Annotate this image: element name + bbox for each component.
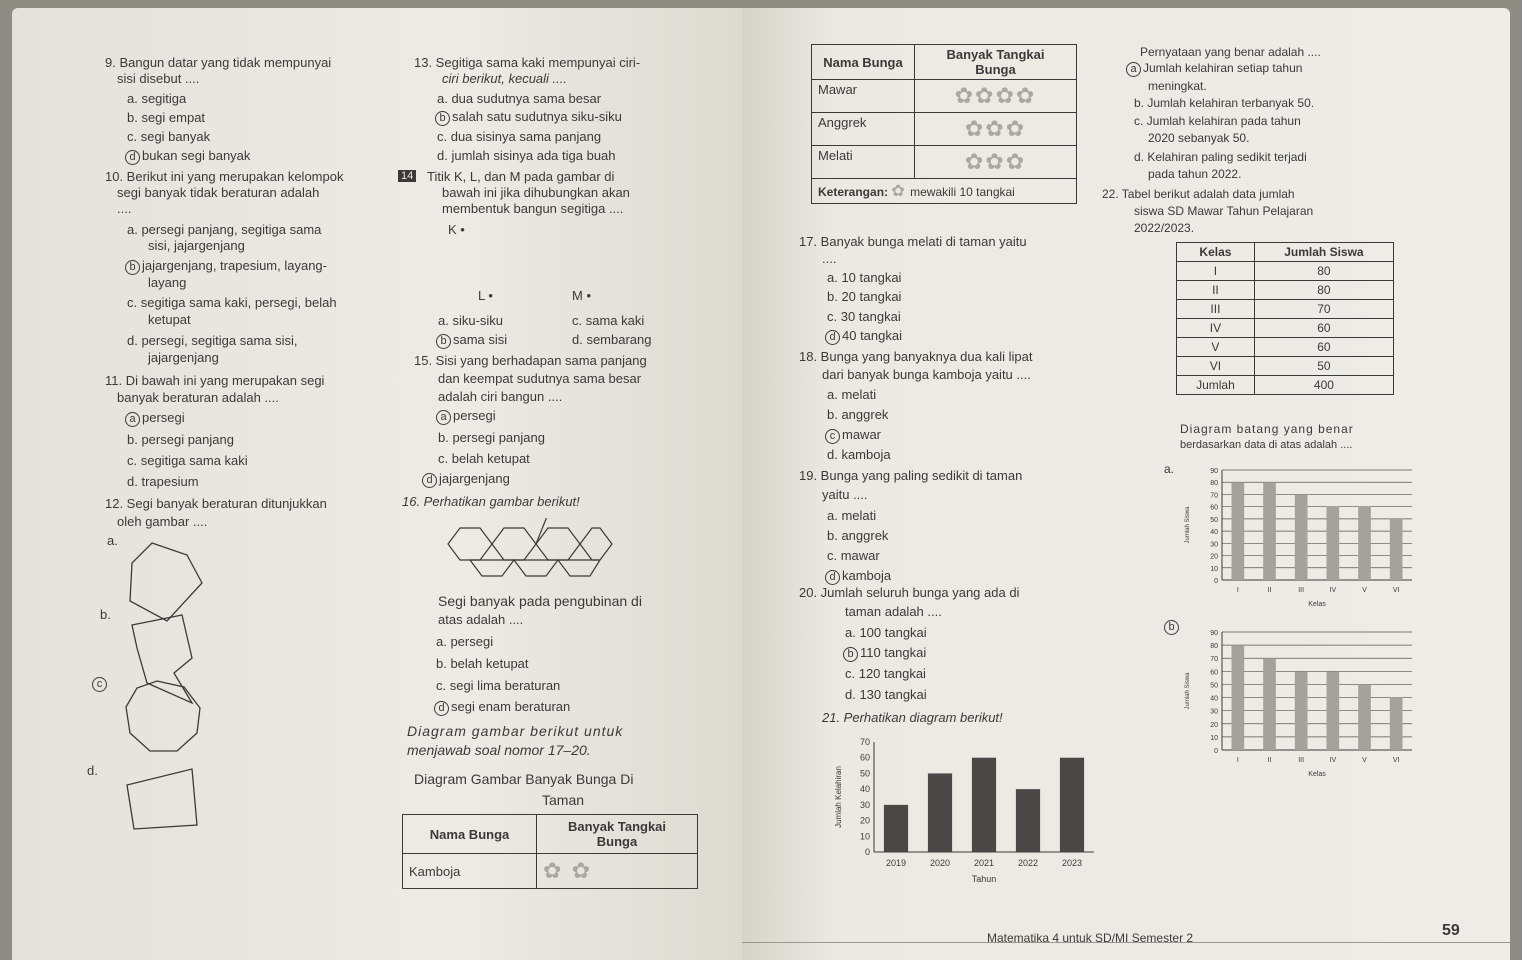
x-tick-label: 2020 <box>929 858 951 868</box>
q13-b-text: salah satu sudutnya siku-siku <box>452 109 622 124</box>
legend-row <box>812 179 1077 204</box>
table-row: Jumlah <box>1177 376 1255 395</box>
point-m: M • <box>572 288 591 303</box>
q15-d <box>422 472 510 488</box>
x-tick-label: I <box>1236 587 1239 594</box>
q11-c: c. segitiga sama kaki <box>127 453 248 468</box>
legend-text: mewakili 10 tangkai <box>910 185 1015 199</box>
q22-opt-b <box>1164 620 1181 635</box>
col-nama-bunga: Nama Bunga <box>403 815 537 854</box>
x-tick-label: 2021 <box>973 858 995 868</box>
pictogram-title2: Taman <box>542 792 585 808</box>
answer-circle: b <box>1164 620 1179 635</box>
q15-a-text: persegi <box>453 408 496 423</box>
pictogram-title: Diagram Gambar Banyak Bunga Di <box>414 771 634 787</box>
bar <box>1263 482 1276 580</box>
q20-d: d. 130 tangkai <box>845 687 927 702</box>
q19-b: b. anggrek <box>827 528 889 543</box>
q10-text: 10. Berikut ini yang merupakan kelompok <box>105 169 344 184</box>
student-table <box>1176 242 1394 395</box>
bar <box>1232 482 1245 580</box>
answer-circle: c <box>92 677 107 692</box>
q12-c <box>92 676 109 692</box>
y-tick-label: 60 <box>1210 504 1218 512</box>
q13-d: d. jumlah sisinya ada tiga buah <box>437 148 616 163</box>
q18-a: a. melati <box>827 387 877 402</box>
table-cell: 50 <box>1254 357 1393 376</box>
y-tick-label: 0 <box>1214 748 1218 755</box>
q14-c: c. sama kaki <box>572 313 645 328</box>
q17-a: a. 10 tangkai <box>827 270 902 285</box>
q18-text2: dari banyak bunga kamboja yaitu .... <box>822 367 1031 382</box>
q11-d: d. trapesium <box>127 474 199 489</box>
stmt-a-text: Jumlah kelahiran setiap tahun <box>1143 61 1303 75</box>
q11-text2: banyak beraturan adalah .... <box>117 390 279 405</box>
polygon-c <box>126 681 200 751</box>
q19-a: a. melati <box>827 508 877 523</box>
answer-circle: c <box>825 429 840 444</box>
x-tick-label: 2019 <box>885 858 907 868</box>
q16-d-text: segi enam beraturan <box>451 699 571 714</box>
pictogram-table-right <box>811 44 1077 204</box>
y-tick-label: 30 <box>1210 541 1218 549</box>
q10-d: d. persegi, segitiga sama sisi, <box>127 333 298 348</box>
row-melati-icons: ✿✿✿ <box>915 146 1077 179</box>
row-mawar-icons: ✿✿✿✿ <box>915 80 1077 113</box>
q16-text-span: 16. Perhatikan gambar berikut! <box>402 494 580 509</box>
q13-text: 13. Segitiga sama kaki mempunyai ciri- <box>414 55 641 70</box>
y-tick-label: 60 <box>1210 669 1218 677</box>
x-tick-label: III <box>1298 587 1305 594</box>
x-axis-title: Tahun <box>971 874 997 884</box>
answer-circle: b <box>435 111 450 126</box>
y-tick-label: 20 <box>1210 721 1218 729</box>
row-kamboja-name: Kamboja <box>403 854 537 889</box>
polygon-figures <box>112 533 222 833</box>
q10-c2: ketupat <box>148 312 191 327</box>
q19-text: 19. Bunga yang paling sedikit di taman <box>799 468 1023 483</box>
q16-c: c. segi lima beraturan <box>436 678 561 693</box>
diagram-intro: Diagram gambar berikut untuk <box>407 723 624 739</box>
q20-text2: taman adalah .... <box>845 604 942 619</box>
legend-label: Keterangan: <box>818 185 889 199</box>
q15-d-text: jajargenjang <box>439 471 510 486</box>
col-banyak-tangkai <box>915 45 1077 80</box>
y-tick-label: 10 <box>1210 565 1218 573</box>
y-tick-label: 70 <box>1210 492 1218 500</box>
y-tick-label: 50 <box>859 768 870 779</box>
table-row: V <box>1177 338 1255 357</box>
x-tick-label: III <box>1298 757 1305 764</box>
table-row: VI <box>1177 357 1255 376</box>
x-tick-label: VI <box>1392 757 1400 764</box>
y-tick-label: 40 <box>859 784 870 795</box>
stmt-text: Pernyataan yang benar adalah .... <box>1140 45 1321 59</box>
q20-b-text: 110 tangkai <box>860 645 927 660</box>
q11-a <box>125 411 185 427</box>
polygon-a <box>130 543 202 621</box>
bar <box>972 758 996 852</box>
q15-a <box>436 409 496 425</box>
table-cell: 70 <box>1254 300 1393 319</box>
q11-text: 11. Di bawah ini yang merupakan segi <box>105 373 325 388</box>
bar <box>884 805 908 852</box>
q19-d <box>825 569 891 585</box>
stmt-a2: meningkat. <box>1148 79 1207 93</box>
y-tick-label: 50 <box>1210 682 1218 690</box>
q14-d: d. sembarang <box>572 332 652 347</box>
y-tick-label: 0 <box>1214 578 1218 585</box>
stmt-d: d. Kelahiran paling sedikit terjadi <box>1134 150 1307 164</box>
table-row: I <box>1177 262 1255 281</box>
y-tick-label: 40 <box>1210 529 1218 537</box>
q22-text2: siswa SD Mawar Tahun Pelajaran <box>1134 204 1314 218</box>
q14-a: a. siku-siku <box>438 313 504 328</box>
x-tick-label: 2022 <box>1017 858 1039 868</box>
q18-text: 18. Bunga yang banyaknya dua kali lipat <box>799 349 1033 364</box>
q16-b: b. belah ketupat <box>436 656 529 671</box>
y-tick-label: 70 <box>859 737 870 747</box>
y-tick-label: 80 <box>1210 643 1218 651</box>
q20-a: a. 100 tangkai <box>845 625 927 640</box>
q18-c-text: mawar <box>842 427 882 442</box>
q16-text <box>402 495 580 509</box>
q9-b: b. segi empat <box>127 110 206 125</box>
q20-text: 20. Jumlah seluruh bunga yang ada di <box>799 585 1020 600</box>
q13-b <box>435 110 622 126</box>
y-tick-label: 0 <box>864 847 870 857</box>
q10-b2: layang <box>148 275 187 290</box>
q13-text2: ciri berikut, kecuali .... <box>442 71 567 86</box>
q9-text2: sisi disebut .... <box>117 71 200 86</box>
y-tick-label: 30 <box>859 799 870 810</box>
student-bar-chart-a <box>1182 460 1432 615</box>
bar <box>928 773 952 852</box>
answer-circle: a <box>1126 62 1141 77</box>
q15-text: 15. Sisi yang berhadapan sama panjang <box>414 353 647 368</box>
stmt-b: b. Jumlah kelahiran terbanyak 50. <box>1134 96 1315 110</box>
student-bar-chart-b <box>1182 620 1432 790</box>
q17-d <box>825 329 902 345</box>
table-cell: 80 <box>1254 262 1393 281</box>
answer-circle: d <box>422 473 437 488</box>
x-tick-label: 2023 <box>1061 858 1083 868</box>
footer-text: Matematika 4 untuk SD/MI Semester 2 <box>987 931 1194 945</box>
q21-text <box>822 711 1003 725</box>
y-tick-label: 40 <box>1210 695 1218 703</box>
q10-a: a. persegi panjang, segitiga sama <box>127 222 322 237</box>
polygon-d <box>127 769 197 829</box>
col-kelas: Kelas <box>1177 243 1255 262</box>
x-axis-title: Kelas <box>1308 771 1326 778</box>
q21-text-span: 21. Perhatikan diagram berikut! <box>822 710 1003 725</box>
x-tick-label: II <box>1267 587 1272 594</box>
bar <box>1060 758 1084 852</box>
bar <box>1232 645 1245 750</box>
q14-text: Titik K, L, dan M pada gambar di <box>427 169 615 184</box>
stmt-c2: 2020 sebanyak 50. <box>1148 131 1250 145</box>
table-cell: 400 <box>1254 376 1393 395</box>
x-axis-title: Kelas <box>1308 601 1326 608</box>
x-tick-label: VI <box>1392 587 1400 594</box>
q9-d-text: bukan segi banyak <box>142 148 251 163</box>
table-row: IV <box>1177 319 1255 338</box>
y-tick-label: 10 <box>1210 734 1218 742</box>
y-tick-label: 20 <box>859 815 870 826</box>
row-anggrek-name: Anggrek <box>812 113 915 146</box>
q9-text: 9. Bangun datar yang tidak mempunyai <box>105 55 332 70</box>
answer-circle: a <box>125 412 140 427</box>
y-tick-label: 70 <box>1210 656 1218 664</box>
answer-circle: b <box>436 334 451 349</box>
row-anggrek-icons: ✿✿✿ <box>915 113 1077 146</box>
right-page <box>742 8 1510 960</box>
q14-b-text: sama sisi <box>453 332 508 347</box>
q18-c <box>825 428 881 444</box>
q18-b: b. anggrek <box>827 407 889 422</box>
q11-b: b. persegi panjang <box>127 432 234 447</box>
q15-b: b. persegi panjang <box>438 430 545 445</box>
bar <box>1390 519 1403 580</box>
q12-a: a. <box>107 533 118 548</box>
q10-c: c. segitiga sama kaki, persegi, belah <box>127 295 337 310</box>
bar <box>1295 671 1308 750</box>
birth-bar-chart <box>832 730 1112 900</box>
bar <box>1358 684 1371 750</box>
q15-text2: dan keempat sudutnya sama besar <box>438 371 642 386</box>
q22-after2: berdasarkan data di atas adalah .... <box>1180 439 1353 451</box>
answer-circle: b <box>843 647 858 662</box>
q20-b <box>843 646 926 662</box>
diagram-intro2: menjawab soal nomor 17–20. <box>407 742 591 758</box>
row-kamboja-icons: ✿ ✿ <box>537 854 698 889</box>
col-banyak-tangkai-text2: Bunga <box>975 62 1016 77</box>
pictogram-table-left <box>402 814 698 889</box>
y-tick-label: 90 <box>1210 630 1218 637</box>
q15-text3: adalah ciri bangun .... <box>438 389 563 404</box>
q15-c: c. belah ketupat <box>438 451 530 466</box>
q14-number: 14 <box>398 170 416 182</box>
bar <box>1295 494 1308 580</box>
q16-caption2: atas adalah .... <box>438 612 524 627</box>
q14-text2: bawah ini jika dihubungkan akan <box>442 185 630 200</box>
stmt-c: c. Jumlah kelahiran pada tahun <box>1134 114 1301 128</box>
hexagon-tiling <box>440 518 620 593</box>
q16-d <box>434 700 570 716</box>
answer-circle: b <box>125 260 140 275</box>
table-row: II <box>1177 281 1255 300</box>
q17-text2: .... <box>822 251 837 266</box>
q9-a: a. segitiga <box>127 91 187 106</box>
y-tick-label: 10 <box>859 831 870 842</box>
bar <box>1358 507 1371 580</box>
q16-a: a. persegi <box>436 634 494 649</box>
q12-d: d. <box>87 763 98 778</box>
y-tick-label: 20 <box>1210 553 1218 561</box>
answer-circle: d <box>825 570 840 585</box>
row-melati-name: Melati <box>812 146 915 179</box>
q17-b: b. 20 tangkai <box>827 289 902 304</box>
x-tick-label: V <box>1362 587 1367 594</box>
q10-text3: .... <box>117 201 132 216</box>
q10-d2: jajargenjang <box>148 350 219 365</box>
y-tick-label: 90 <box>1210 468 1218 475</box>
q10-a2: sisi, jajargenjang <box>148 238 245 253</box>
q22-text: 22. Tabel berikut adalah data jumlah <box>1102 187 1295 201</box>
bar <box>1390 698 1403 750</box>
bar <box>1327 671 1340 750</box>
table-cell: 60 <box>1254 319 1393 338</box>
y-axis-title: Jumlah Siswa <box>1185 506 1191 544</box>
q19-c: c. mawar <box>827 548 880 563</box>
col-banyak-tangkai <box>537 815 698 854</box>
q20-c: c. 120 tangkai <box>845 666 926 681</box>
q12-text2: oleh gambar .... <box>117 514 208 529</box>
x-tick-label: II <box>1267 757 1272 764</box>
answer-circle: d <box>125 150 140 165</box>
col-banyak-tangkai-text2: Bunga <box>596 834 638 849</box>
col-banyak-tangkai-text: Banyak Tangkai <box>568 819 667 834</box>
q9-c: c. segi banyak <box>127 129 211 144</box>
q19-text2: yaitu .... <box>822 487 868 502</box>
point-l: L • <box>478 288 493 303</box>
y-tick-label: 50 <box>1210 516 1218 524</box>
table-cell: 80 <box>1254 281 1393 300</box>
q13-a: a. dua sudutnya sama besar <box>437 91 602 106</box>
x-tick-label: IV <box>1329 757 1337 764</box>
polygon-b <box>132 615 192 703</box>
answer-circle: d <box>434 701 449 716</box>
col-banyak-tangkai-text: Banyak Tangkai <box>946 47 1045 62</box>
flower-icon: ✿ <box>891 183 907 200</box>
bar <box>1016 789 1040 852</box>
q16-caption: Segi banyak pada pengubinan di <box>438 593 642 609</box>
col-nama-bunga: Nama Bunga <box>812 45 915 80</box>
point-k: K • <box>448 222 465 237</box>
y-tick-label: 30 <box>1210 708 1218 716</box>
q10-b <box>125 259 327 275</box>
left-page <box>12 8 758 960</box>
q10-text2: segi banyak tidak beraturan adalah <box>117 185 320 200</box>
y-tick-label: 80 <box>1210 480 1218 488</box>
x-tick-label: I <box>1236 757 1239 764</box>
q22-opt-a: a. <box>1164 462 1175 476</box>
y-tick-label: 60 <box>859 752 870 763</box>
q14-text3: membentuk bangun segitiga .... <box>442 201 624 216</box>
q11-a-text: persegi <box>142 410 185 425</box>
x-tick-label: V <box>1362 757 1367 764</box>
q9-d <box>125 149 250 165</box>
q17-c: c. 30 tangkai <box>827 309 901 324</box>
row-mawar-name: Mawar <box>812 80 915 113</box>
q18-d: d. kamboja <box>827 447 891 462</box>
q12-b: b. <box>100 607 111 622</box>
stmt-a <box>1126 62 1302 77</box>
q10-b-text: jajargenjang, trapesium, layang- <box>142 258 327 273</box>
q22-after: Diagram batang yang benar <box>1180 422 1354 436</box>
y-axis-title: Jumlah Kelahiran <box>834 766 843 828</box>
stmt-d2: pada tahun 2022. <box>1148 167 1242 181</box>
table-cell: 60 <box>1254 338 1393 357</box>
y-axis-title: Jumlah Siswa <box>1185 672 1191 710</box>
bar <box>1327 507 1340 580</box>
q17-d-text: 40 tangkai <box>842 328 902 343</box>
q17-text: 17. Banyak bunga melati di taman yaitu <box>799 234 1027 249</box>
q19-d-text: kamboja <box>842 568 892 583</box>
page-number: 59 <box>1442 922 1460 939</box>
answer-circle: d <box>825 330 840 345</box>
x-tick-label: IV <box>1329 587 1337 594</box>
q12-text: 12. Segi banyak beraturan ditunjukkan <box>105 496 327 511</box>
answer-circle: a <box>436 410 451 425</box>
col-jumlah-siswa: Jumlah Siswa <box>1254 243 1393 262</box>
table-row: III <box>1177 300 1255 319</box>
q22-text3: 2022/2023. <box>1134 221 1195 235</box>
q14-b <box>436 333 507 349</box>
q13-c: c. dua sisinya sama panjang <box>437 129 602 144</box>
bar <box>1263 658 1276 750</box>
